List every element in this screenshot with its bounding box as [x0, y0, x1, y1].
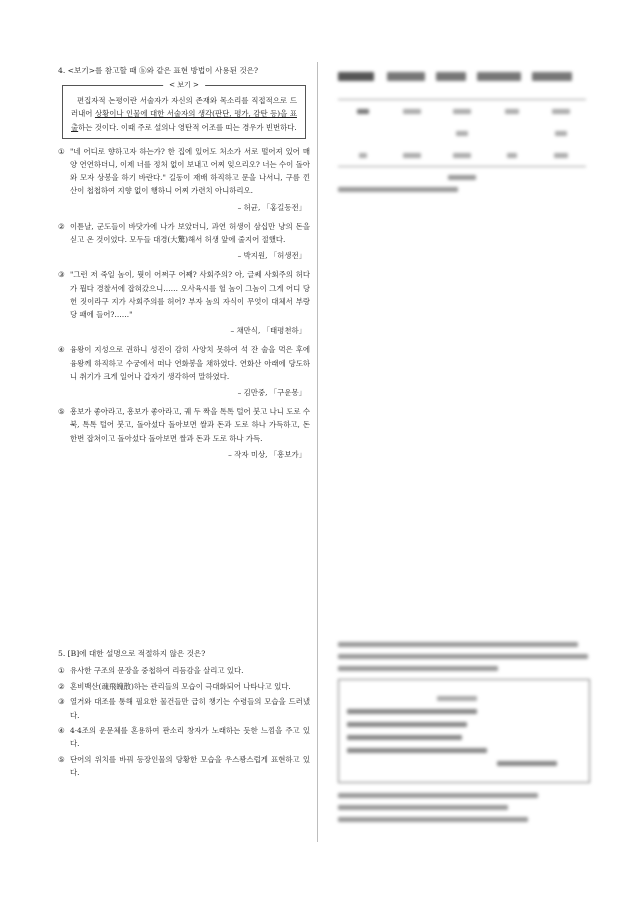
q4-choice-2[interactable]	[58, 220, 310, 246]
choice-text: 열거와 대조를 통해 필요한 물건들만 급히 챙기는 수령들의 모습을 드러냈다.	[70, 697, 310, 720]
q4-choice-5[interactable]	[58, 405, 310, 445]
choice-text: 유사한 구조의 문장을 중첩하여 리듬감을 살리고 있다.	[70, 666, 244, 676]
choice-number: ④	[58, 345, 65, 355]
choice-number: ③	[58, 697, 65, 707]
q5-choice-5[interactable]	[58, 753, 310, 780]
blurred-table-row	[338, 122, 586, 144]
right-column-blurred	[338, 60, 590, 199]
q5-choice-3[interactable]	[58, 695, 310, 722]
column-divider	[317, 62, 318, 842]
question-4-title: 4. <보기>를 참고할 때 ⓑ와 같은 표현 방법이 사용된 것은?	[58, 66, 259, 75]
choice-source: – 채만식, 「태평천하」	[230, 326, 306, 336]
blurred-box	[338, 679, 590, 783]
choice-number: ③	[58, 270, 65, 280]
q5-choice-4[interactable]	[58, 724, 310, 751]
choice-number: ⑤	[58, 754, 65, 764]
question-5	[58, 647, 310, 781]
q4-choice-3[interactable]	[58, 268, 310, 321]
bogi-text-post: 하는 것이다. 이때 주로 설의나 영탄적 어조를 띠는 경우가 빈번하다.	[78, 122, 297, 132]
choice-source: – 김만중, 「구운몽」	[237, 388, 306, 398]
question-5-title: 5. [B]에 대한 설명으로 적절하지 않은 것은?	[58, 649, 206, 658]
choice-number: ①	[58, 666, 65, 676]
q4-choice-4[interactable]	[58, 343, 310, 383]
choice-text: "네 어디로 향하고자 하는가? 한 집에 있어도 처소가 서로 떨어져 있어 매양 연연하더니, 이제 너를 정처 없이 보내고 어찌 잊으리오? 너는 수이 돌아와 모자 상봉을 하기 바란다." 길동이 재배 하직하고 문을 나서니, 구름 낀 산이 첩첩하여 지향 없이 행하니 어찌 가련치 아니하리오.	[70, 146, 310, 196]
choice-text: "그런 저 죽일 놈이, 뭣이 어쩌구 어째? 사회주의? 아, 글쎄 사회주의 허다가 뭡다 경찰서에 잡혀갔으니…… 오사육시를 헐 놈이 그놈이 그게 어디 당헌 짓이라구 지가 사회주의를 허어? 부자 놈의 자식이 무엇이 대체서 부랑당 패에 들어?……"	[70, 270, 310, 320]
choice-text: 단어의 위치를 바꿔 등장인물의 당황한 모습을 우스꽝스럽게 표현하고 있다.	[70, 754, 310, 778]
blurred-question-6	[338, 635, 590, 829]
choice-text: 이튿날, 군도들이 바닷가에 나가 보았더니, 과연 허생이 삼십만 냥의 돈을 싣고 온 것이었다. 모두들 대경(大驚)해서 허생 앞에 줄지어 절했다.	[70, 221, 310, 245]
choice-number: ②	[58, 681, 65, 691]
q4-choice-1[interactable]	[58, 145, 310, 198]
choice-source: – 작자 미상, 「흥보가」	[228, 449, 306, 459]
choice-text: 4·4조의 운문체를 혼용하여 판소리 창자가 노래하는 듯한 느낌을 주고 있다.	[70, 726, 310, 749]
choice-number: ②	[58, 221, 65, 231]
choice-text: 융왕이 지성으로 권하니 성진이 감히 사양치 못하여 석 잔 술을 먹은 후에 융왕께 하직하고 수궁에서 떠나 연화봉을 채하였다. 연화산 아래에 당도하니 취기가 크게 일어나 갑자기 생각하여 말하였다.	[70, 345, 310, 381]
left-column	[58, 64, 310, 467]
blurred-table-row	[338, 144, 586, 166]
bogi-text-pre: 편집자적 논평이란 서술자가 자신의 존재와 목소리를 직접적으로 드러내어	[71, 96, 297, 119]
bogi-text	[71, 94, 297, 134]
choice-text: 흥보가 좋아라고, 흥보가 좋아라고, 궤 두 짝을 톡톡 털어 붓고 나니 도로 수북, 톡톡 털어 붓고, 돌아섰다 돌아보면 쌀과 돈과 도로 하나 가득하고, 돈 한번 잡쳐이고 돌아섰다 돌아보면 쌀과 돈과 도로 하나 가득.	[70, 407, 310, 443]
choice-source: – 허균, 「홍길동전」	[237, 202, 306, 212]
choice-number: ①	[58, 146, 65, 156]
blurred-heading	[338, 66, 590, 85]
bogi-label: < 보기 >	[163, 79, 205, 92]
bogi-box	[62, 81, 306, 139]
choice-number: ④	[58, 726, 65, 736]
q5-choice-2[interactable]	[58, 680, 310, 693]
blurred-table	[338, 99, 586, 167]
bogi-underlined-text: 상황이나 인물에 대한 서술자의 생각(판단, 평가, 감탄 등)을 표출	[71, 109, 297, 132]
choice-number: ⑤	[58, 407, 65, 417]
blurred-table-row	[338, 100, 586, 122]
choice-text: 혼비백산(魂飛魄散)하는 관리들의 모습이 극대화되어 나타나고 있다.	[70, 681, 291, 691]
q5-choice-1[interactable]	[58, 664, 310, 677]
choice-source: – 박지원, 「허생전」	[237, 251, 306, 261]
blurred-caption	[338, 175, 590, 192]
